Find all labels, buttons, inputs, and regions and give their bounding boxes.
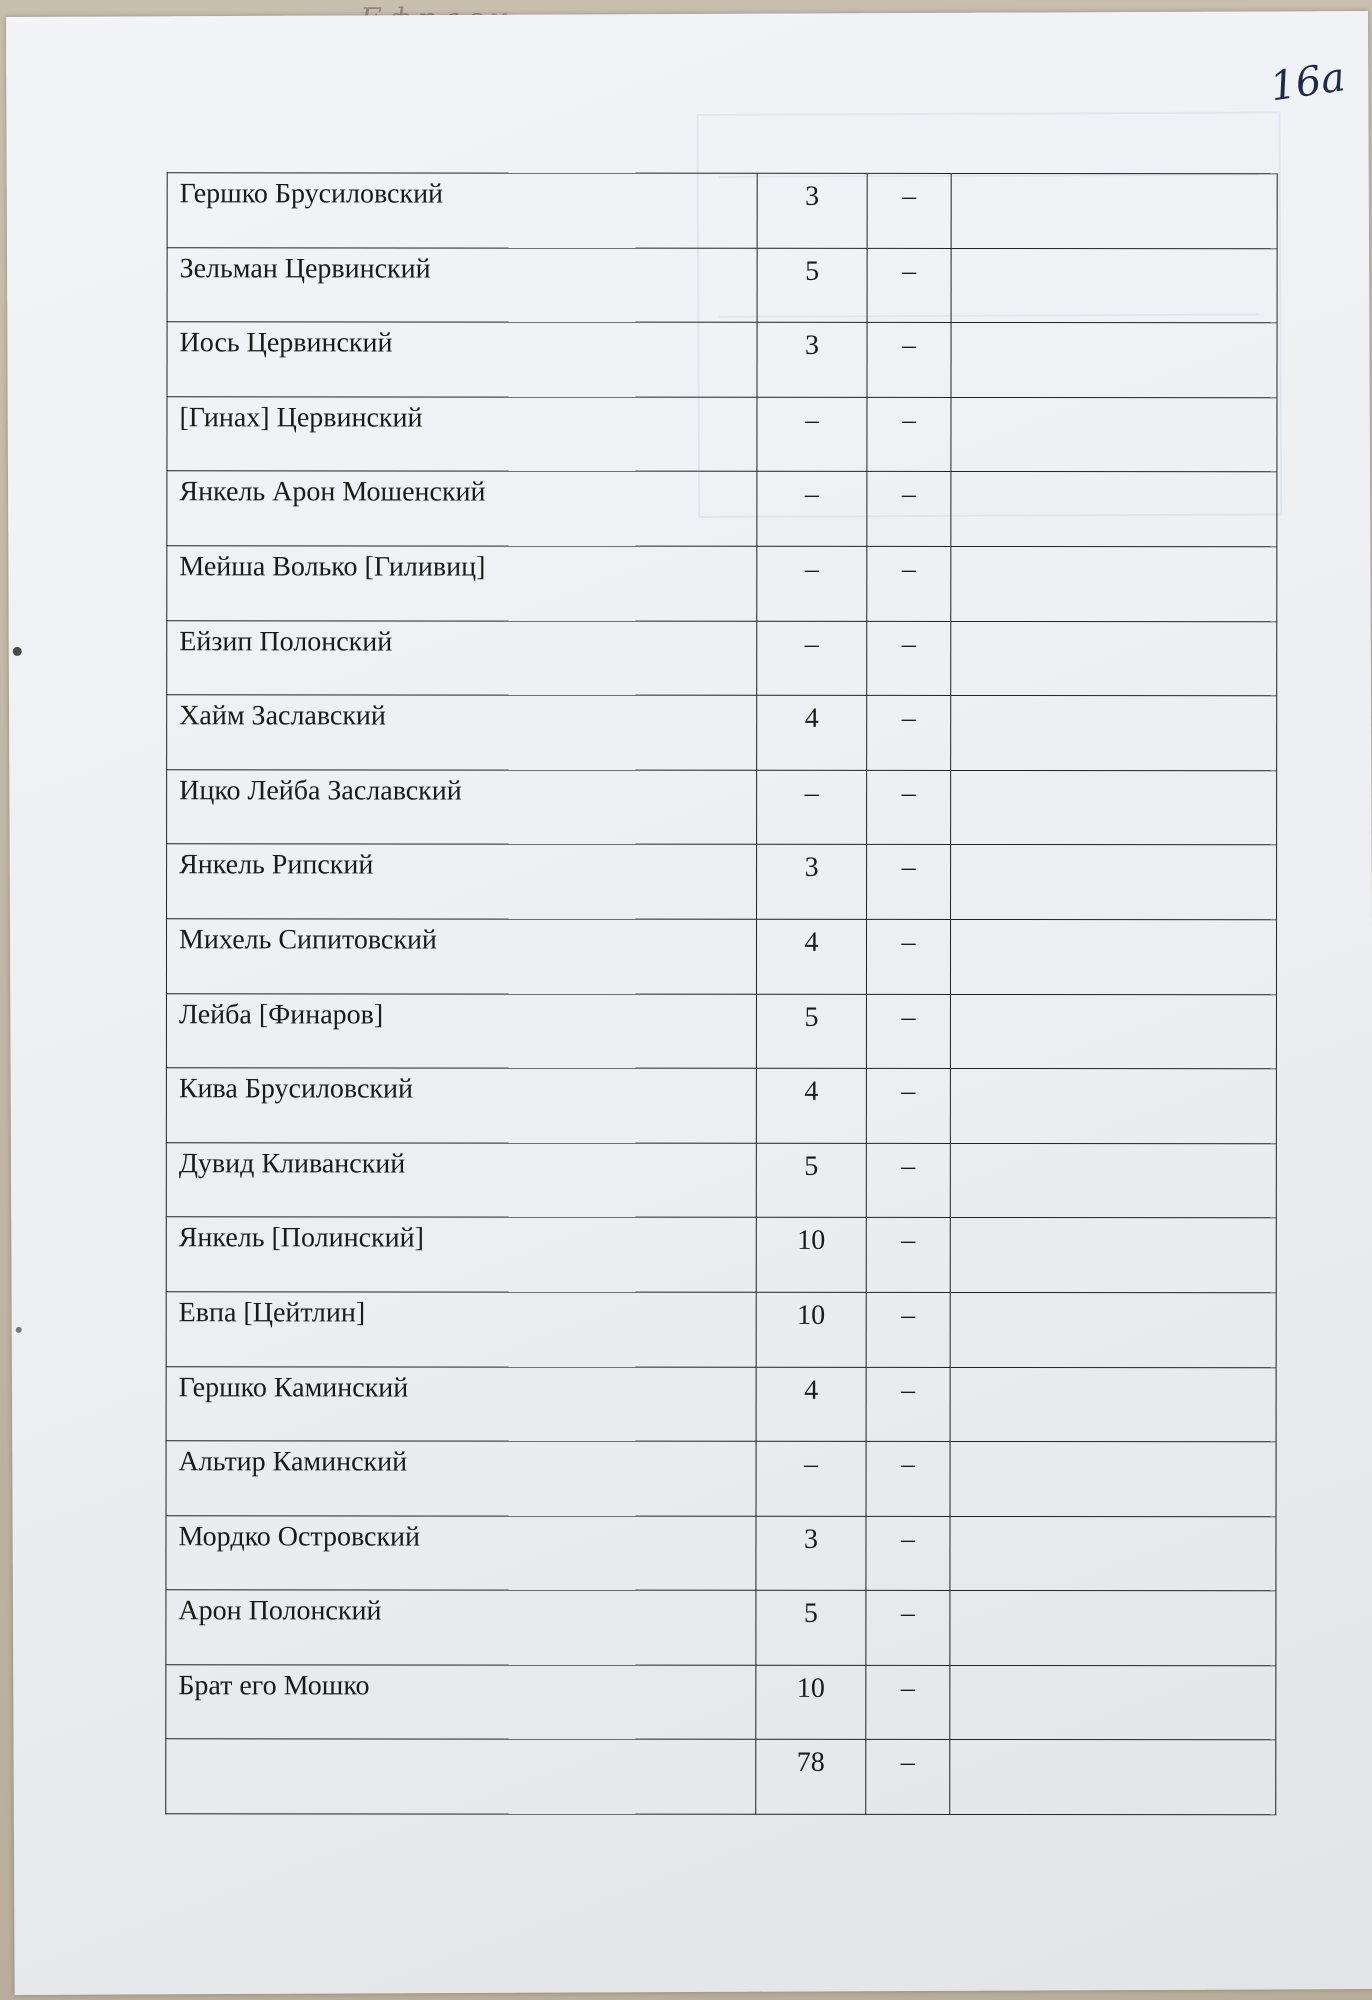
table-row bbox=[167, 770, 1277, 846]
amount-cell: 10 bbox=[756, 1218, 866, 1293]
name-cell: [Гинах] Цервинский bbox=[167, 397, 757, 472]
name-cell: Ейзип Полонский bbox=[167, 620, 757, 695]
document-page bbox=[6, 11, 1372, 1995]
empty-cell bbox=[950, 1143, 1276, 1218]
amount-cell: 10 bbox=[756, 1292, 866, 1367]
second-cell: – bbox=[866, 1441, 950, 1516]
second-cell: – bbox=[866, 919, 950, 994]
second-cell: – bbox=[867, 546, 951, 621]
amount-cell: 10 bbox=[756, 1665, 866, 1740]
second-cell: – bbox=[866, 1143, 950, 1218]
empty-cell bbox=[951, 770, 1277, 845]
table-row bbox=[167, 322, 1277, 398]
empty-cell bbox=[951, 472, 1277, 547]
table-row bbox=[167, 546, 1277, 622]
table-row bbox=[166, 993, 1276, 1069]
empty-cell bbox=[950, 994, 1276, 1069]
folio-number: 16а bbox=[1267, 54, 1348, 111]
table-row bbox=[166, 1142, 1276, 1218]
total-second-cell: – bbox=[866, 1740, 950, 1815]
second-cell: – bbox=[866, 1292, 950, 1367]
amount-cell: 3 bbox=[757, 322, 867, 397]
second-cell: – bbox=[867, 472, 951, 547]
empty-cell bbox=[950, 1292, 1276, 1367]
amount-cell: 3 bbox=[756, 1516, 866, 1591]
name-cell: Евпа [Цейтлин] bbox=[166, 1292, 756, 1367]
second-cell: – bbox=[867, 397, 951, 472]
table-row bbox=[166, 1068, 1276, 1144]
table-row bbox=[167, 471, 1277, 547]
name-cell: Арон Полонский bbox=[166, 1590, 756, 1665]
amount-cell: 5 bbox=[756, 1143, 866, 1218]
empty-cell bbox=[951, 397, 1277, 472]
amount-cell: – bbox=[756, 1441, 866, 1516]
name-cell: Альтир Каминский bbox=[166, 1441, 756, 1516]
name-cell: Янкель Рипский bbox=[167, 844, 757, 919]
table-row bbox=[166, 1292, 1276, 1368]
empty-cell bbox=[951, 173, 1277, 248]
total-amount-cell: 78 bbox=[756, 1740, 866, 1815]
name-cell: Мордко Островский bbox=[166, 1515, 756, 1590]
punch-hole bbox=[16, 1327, 22, 1333]
amount-cell: – bbox=[757, 397, 867, 472]
amount-cell: – bbox=[757, 472, 867, 547]
empty-cell bbox=[951, 845, 1277, 920]
table-row bbox=[167, 695, 1277, 771]
table-row bbox=[166, 1366, 1276, 1442]
table-row bbox=[167, 173, 1277, 249]
table-row bbox=[167, 620, 1277, 696]
empty-cell bbox=[951, 546, 1277, 621]
amount-cell: – bbox=[757, 621, 867, 696]
amount-cell: 5 bbox=[756, 1591, 866, 1666]
table-row bbox=[166, 919, 1276, 995]
amount-cell: – bbox=[757, 546, 867, 621]
total-row bbox=[166, 1739, 1276, 1815]
amount-cell: 3 bbox=[757, 845, 867, 920]
table-row bbox=[167, 844, 1277, 920]
second-cell: – bbox=[867, 845, 951, 920]
empty-cell bbox=[950, 1069, 1276, 1144]
second-cell: – bbox=[866, 1665, 950, 1740]
table-row bbox=[167, 397, 1277, 473]
table-row bbox=[166, 1217, 1276, 1293]
second-cell: – bbox=[867, 621, 951, 696]
name-cell: Лейба [Финаров] bbox=[166, 993, 756, 1068]
second-cell: – bbox=[866, 1516, 950, 1591]
empty-cell bbox=[950, 1442, 1276, 1517]
second-cell: – bbox=[866, 1069, 950, 1144]
name-cell: Гершко Брусиловский bbox=[167, 173, 757, 248]
second-cell: – bbox=[867, 173, 951, 248]
empty-cell bbox=[951, 323, 1277, 398]
empty-cell bbox=[950, 1218, 1276, 1293]
amount-cell: 3 bbox=[757, 173, 867, 248]
table-row bbox=[166, 1515, 1276, 1591]
empty-cell bbox=[951, 696, 1277, 771]
amount-cell: – bbox=[757, 770, 867, 845]
second-cell: – bbox=[867, 696, 951, 771]
amount-cell: 5 bbox=[756, 994, 866, 1069]
empty-cell bbox=[950, 919, 1276, 994]
name-cell: Брат его Мошко bbox=[166, 1665, 756, 1740]
amount-cell: 4 bbox=[756, 919, 866, 994]
name-cell: Янкель Арон Мошенский bbox=[167, 471, 757, 546]
name-cell: Мейша Волько [Гиливиц] bbox=[167, 546, 757, 621]
second-cell: – bbox=[866, 1367, 950, 1442]
total-label-cell bbox=[166, 1739, 756, 1814]
name-cell: Ицко Лейба Заславский bbox=[167, 770, 757, 845]
second-cell: – bbox=[867, 248, 951, 323]
amount-cell: 4 bbox=[756, 1367, 866, 1442]
table-row bbox=[167, 247, 1277, 323]
empty-cell bbox=[950, 1665, 1276, 1740]
table-row bbox=[166, 1590, 1276, 1666]
name-cell: Хайм Заславский bbox=[167, 695, 757, 770]
second-cell: – bbox=[867, 770, 951, 845]
name-cell: Михель Сипитовский bbox=[166, 919, 756, 994]
amount-cell: 5 bbox=[757, 248, 867, 323]
empty-cell bbox=[950, 1740, 1276, 1815]
name-cell: Зельман Цервинский bbox=[167, 247, 757, 322]
empty-cell bbox=[950, 1367, 1276, 1442]
name-cell: Дувид Кливанский bbox=[166, 1142, 756, 1217]
second-cell: – bbox=[866, 994, 950, 1069]
empty-cell bbox=[950, 1516, 1276, 1591]
empty-cell bbox=[950, 1591, 1276, 1666]
name-cell: Гершко Каминский bbox=[166, 1366, 756, 1441]
amount-cell: 4 bbox=[757, 695, 867, 770]
ledger-table bbox=[165, 172, 1277, 1815]
second-cell: – bbox=[866, 1591, 950, 1666]
amount-cell: 4 bbox=[756, 1068, 866, 1143]
name-cell: Кива Брусиловский bbox=[166, 1068, 756, 1143]
empty-cell bbox=[951, 248, 1277, 323]
second-cell: – bbox=[867, 323, 951, 398]
punch-hole bbox=[13, 647, 22, 656]
empty-cell bbox=[951, 621, 1277, 696]
name-cell: Янкель [Полинский] bbox=[166, 1217, 756, 1292]
second-cell: – bbox=[866, 1218, 950, 1293]
table-row bbox=[166, 1665, 1276, 1741]
name-cell: Иось Цервинский bbox=[167, 322, 757, 397]
ledger-body bbox=[166, 173, 1277, 1815]
table-row bbox=[166, 1441, 1276, 1517]
